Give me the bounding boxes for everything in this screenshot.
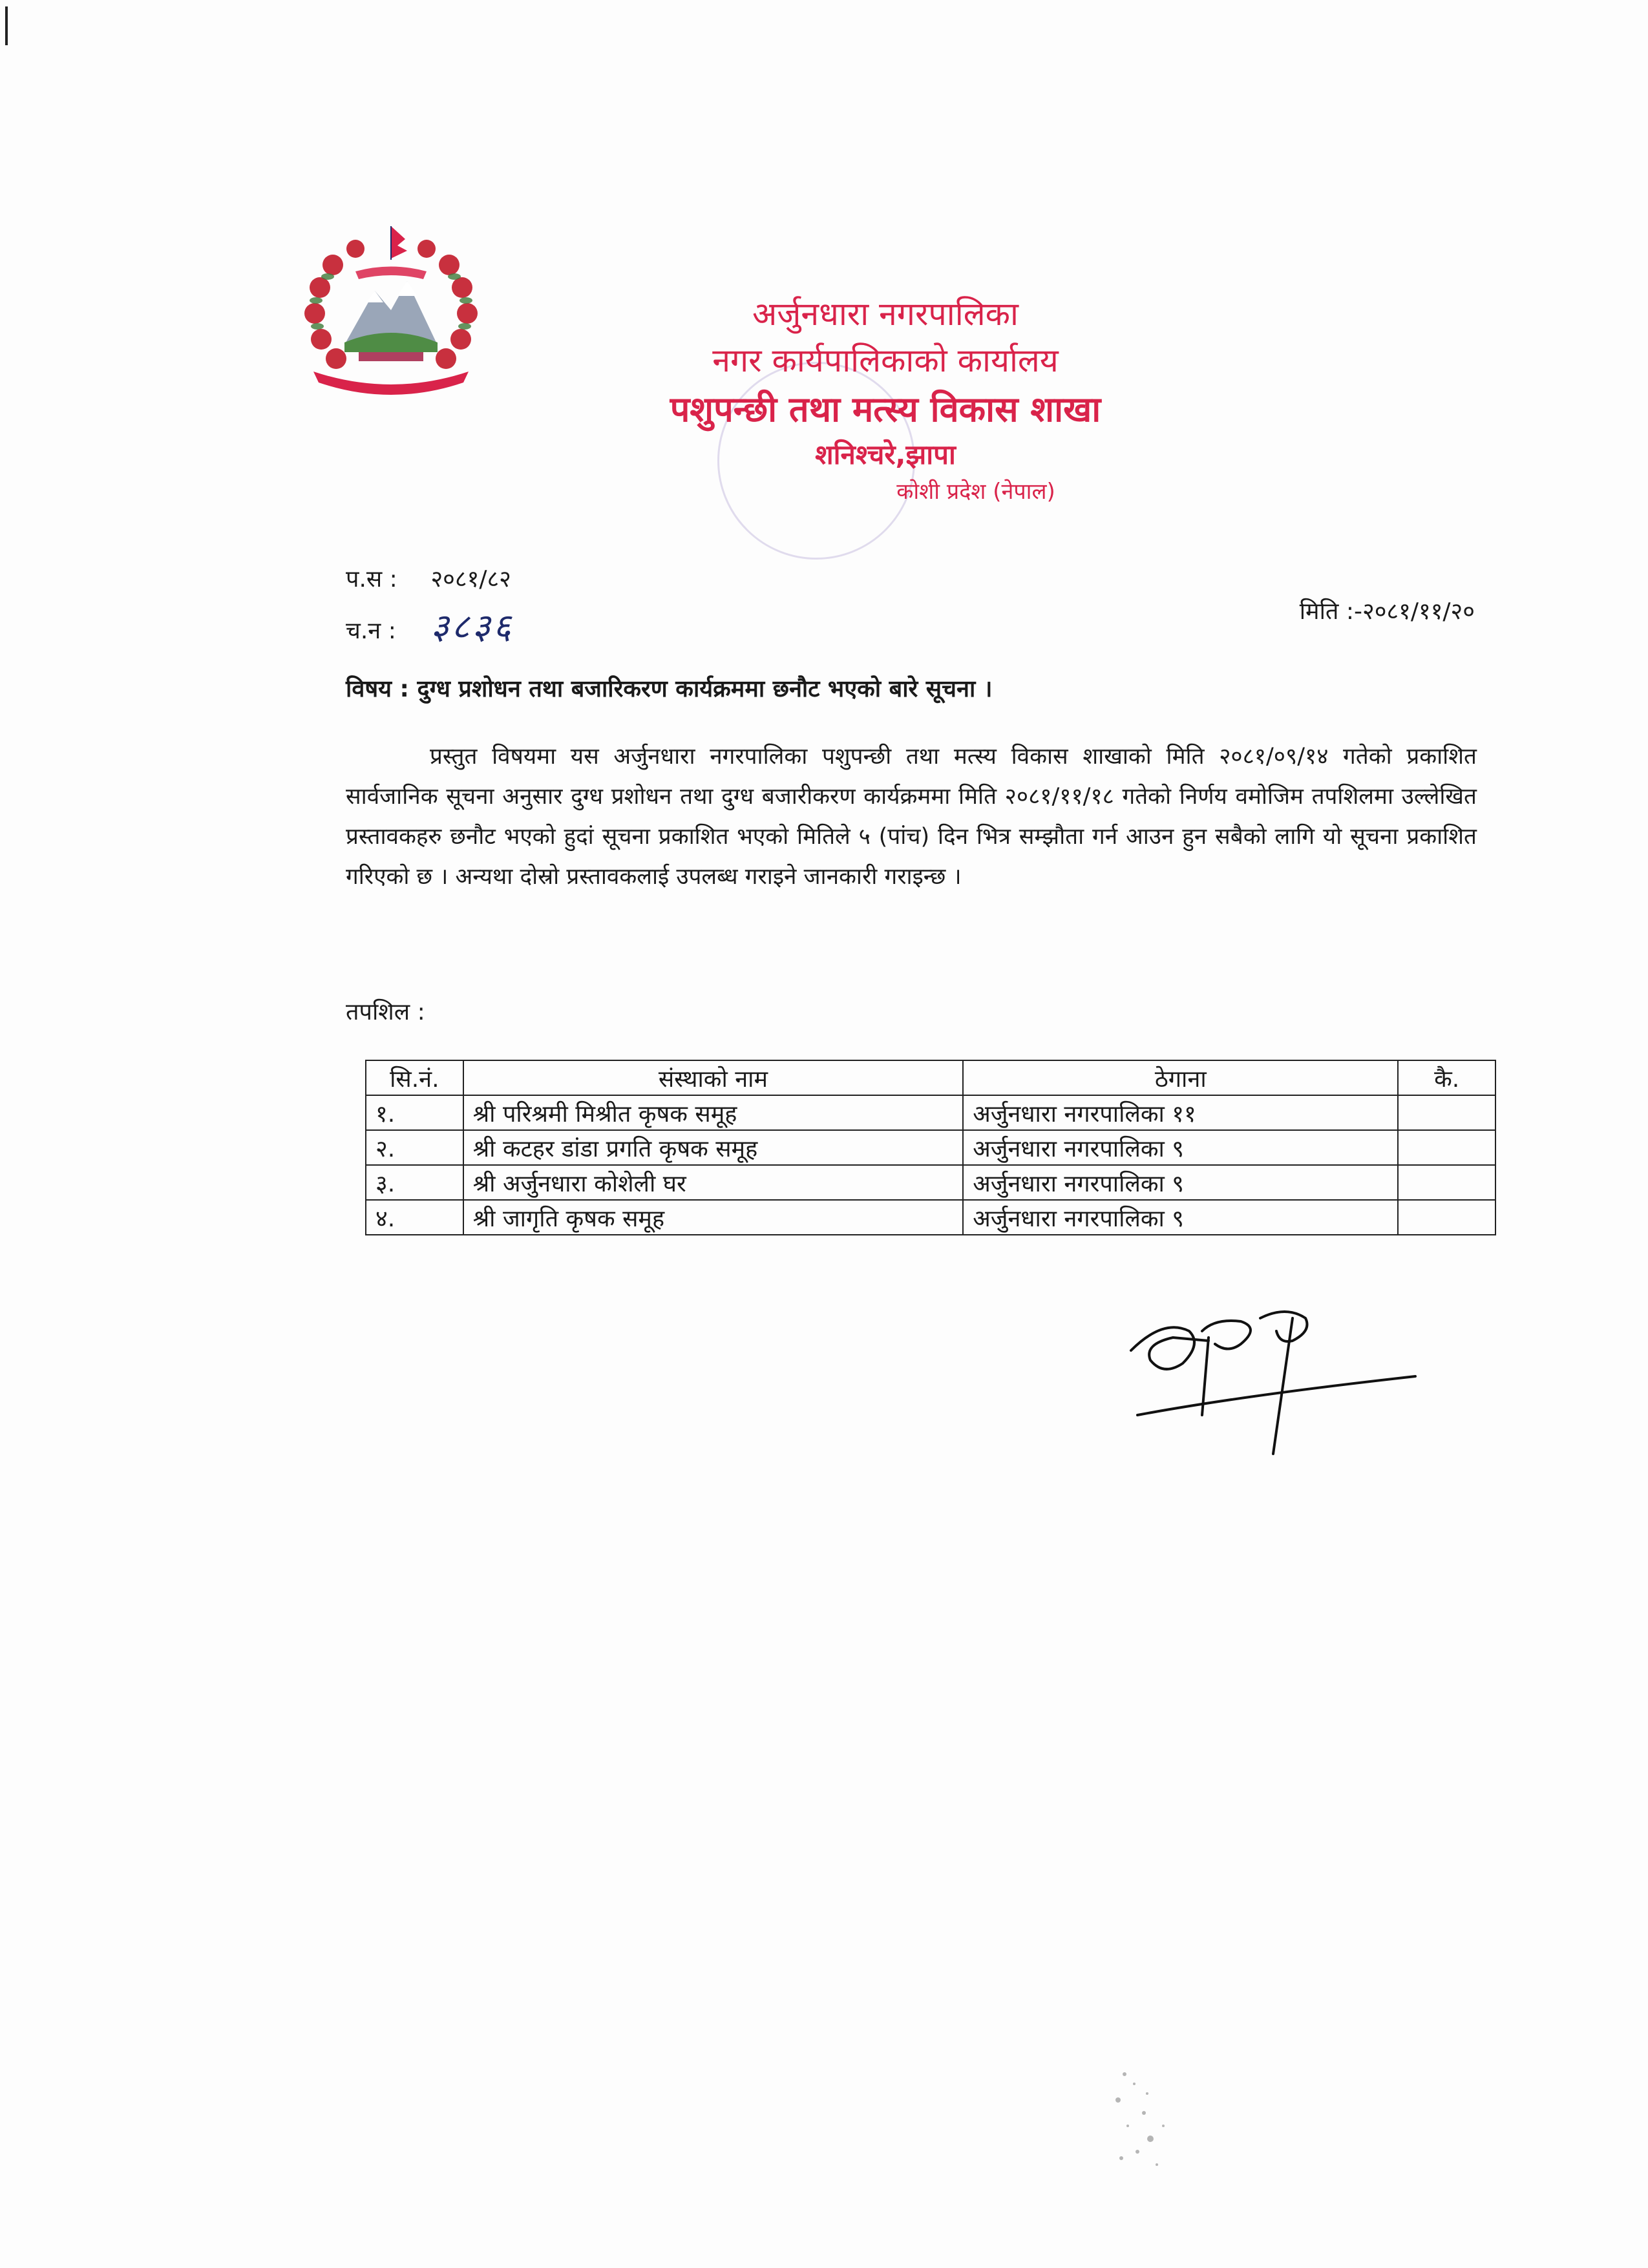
municipality-name: अर्जुनधारा नगरपालिका [752,295,1019,333]
scan-edge-mark [5,6,8,45]
details-label: तपशिल : [346,999,425,1025]
letter-number-label: प.स : [346,566,397,593]
row-address: अर्जुनधारा नगरपालिका ९ [963,1165,1398,1200]
selected-proposers-table [365,1060,1496,1235]
table-row [366,1200,1495,1235]
row-remarks [1398,1095,1495,1130]
header-organization: संस्थाको नाम [463,1060,964,1095]
letterhead [530,291,1241,509]
scan-smudge [1099,2055,1189,2184]
row-organization: श्री परिश्रमी मिश्रीत कृषक समूह [463,1095,964,1130]
table-row [366,1095,1495,1130]
letter-date: मिति :-२०८१/११/२० [1299,598,1475,625]
row-address: अर्जुनधारा नगरपालिका ९ [963,1130,1398,1165]
header-address: ठेगाना [963,1060,1398,1095]
row-organization: श्री कटहर डांडा प्रगति कृषक समूह [463,1130,964,1165]
row-remarks [1398,1130,1495,1165]
subject-line: विषय : दुग्ध प्रशोधन तथा बजारिकरण कार्यक्रममा छनौट भएको बारे सूचना । [346,676,993,702]
province: कोशी प्रदेश (नेपाल) [896,479,1055,505]
dispatch-number-label: च.न : [346,618,396,644]
row-organization: श्री अर्जुनधारा कोशेली घर [463,1165,964,1200]
row-organization: श्री जागृति कृषक समूह [463,1200,964,1235]
row-serial: ३. [366,1165,463,1200]
header-serial: सि.नं. [366,1060,463,1095]
table-row [366,1130,1495,1165]
letter-number [346,562,511,594]
table-header-row [366,1060,1495,1095]
handwritten-signature [1112,1292,1422,1473]
row-address: अर्जुनधारा नगरपालिका ११ [963,1095,1398,1130]
office-name: नगर कार्यपालिकाको कार्यालय [712,342,1059,379]
letter-number-value: २०८१/८२ [430,566,511,593]
nepal-emblem-icon [294,220,488,401]
dispatch-number [346,601,514,649]
branch-name: पशुपन्छी तथा मत्स्य विकास शाखा [670,389,1101,430]
dispatch-number-value: ३८३६ [430,606,514,647]
row-serial: २. [366,1130,463,1165]
location: शनिश्चरे,झापा [815,439,956,470]
row-remarks [1398,1165,1495,1200]
notice-body: प्रस्तुत विषयमा यस अर्जुनधारा नगरपालिका पशुपन्छी तथा मत्स्य विकास शाखाको मिति २०८१/०९/१४ गतेको प्रकाशित सार्वजानिक सूचना अनुसार दुग्ध प्रशोधन तथा दुग्ध बजारीकरण कार्यक्रममा मिति २०८१/११/१८ गतेको निर्णय वमोजिम तपशिलमा उल्लेखित प्रस्तावकहरु छनौट भएको हुदां सूचना प्रकाशित भएको मितिले ५ (पांच) दिन भित्र सम्झौता गर्न आउन हुन सबैको लागि यो सूचना प्रकाशित गरिएको छ । अन्यथा दोस्रो प्रस्तावकलाई उपलब्ध गराइने जानकारी गराइन्छ । [346,744,1477,890]
row-serial: ४. [366,1200,463,1235]
row-address: अर्जुनधारा नगरपालिका ९ [963,1200,1398,1235]
row-serial: १. [366,1095,463,1130]
row-remarks [1398,1200,1495,1235]
table-row [366,1165,1495,1200]
header-remarks: कै. [1398,1060,1495,1095]
